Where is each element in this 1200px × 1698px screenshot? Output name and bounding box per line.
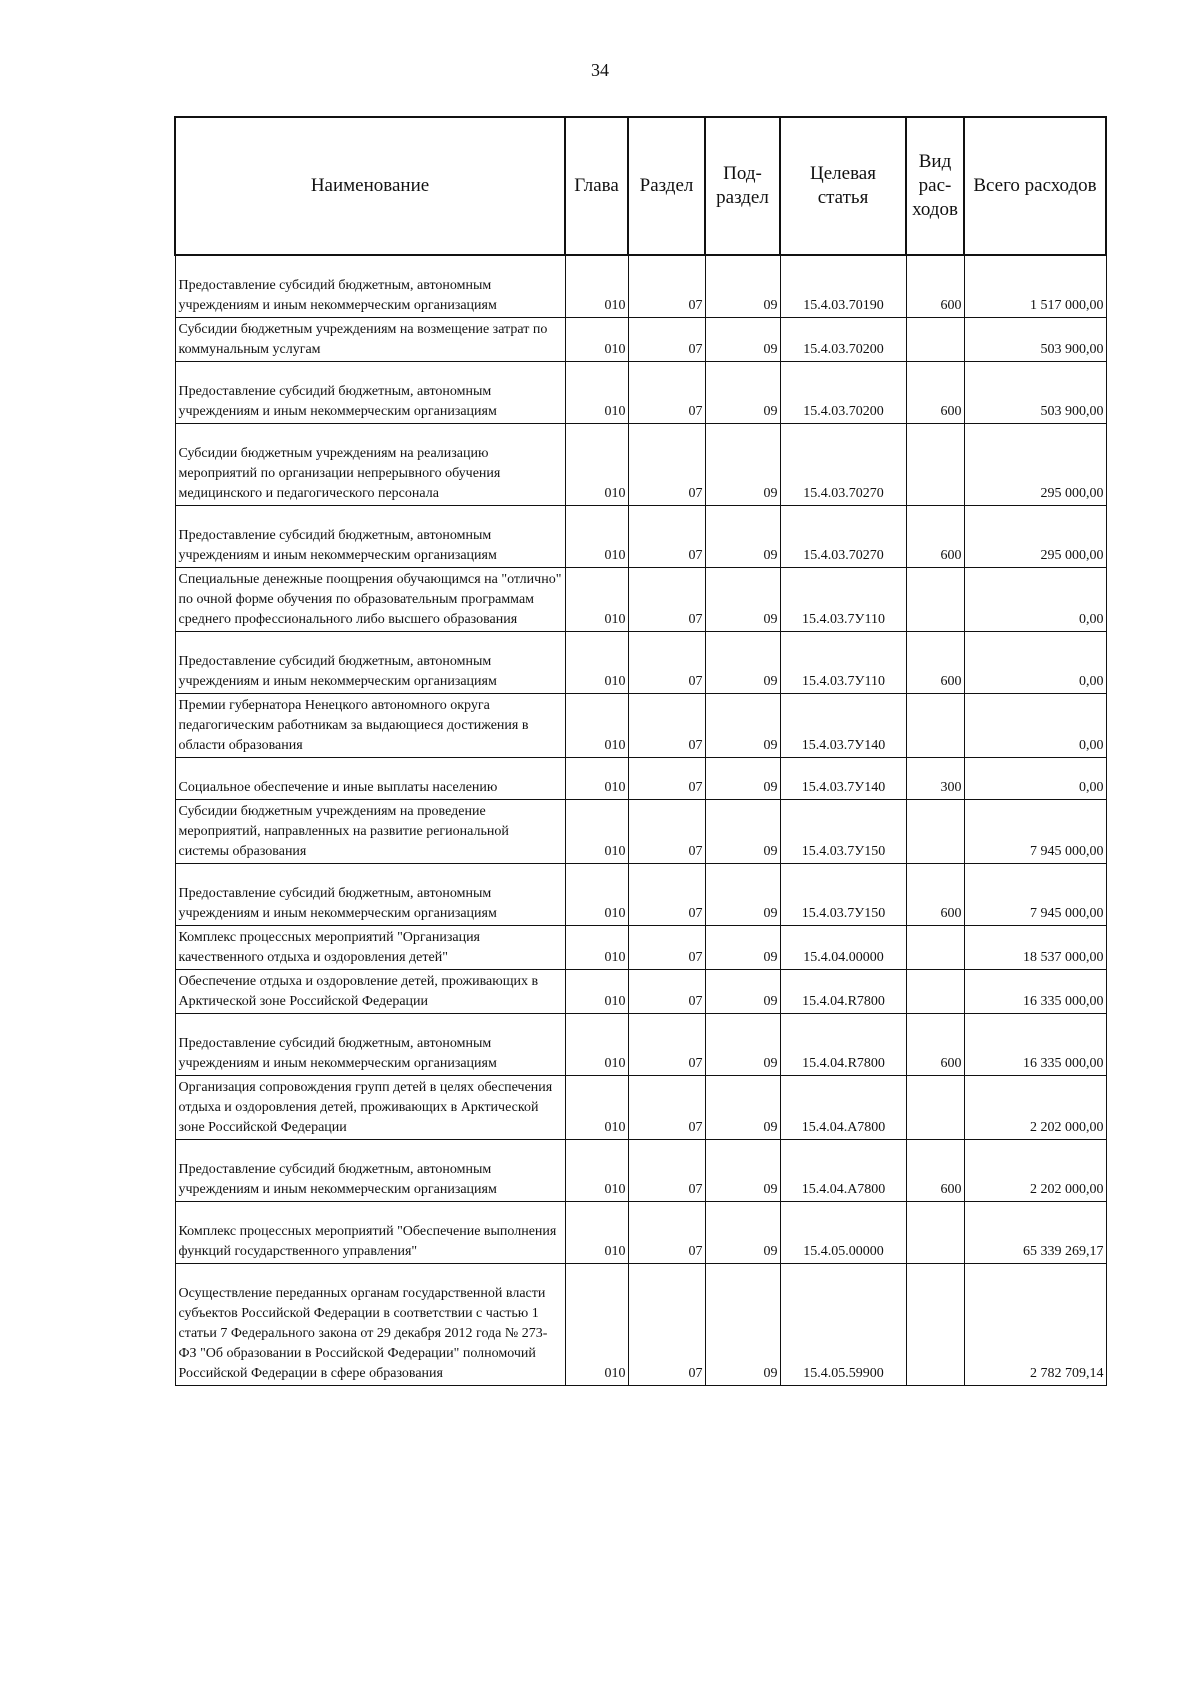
row-article-cell: 15.4.04.A7800 — [780, 1076, 906, 1140]
row-kind-cell: 600 — [906, 1014, 964, 1076]
row-article-cell: 15.4.03.70190 — [780, 255, 906, 318]
row-subsection-cell: 09 — [705, 800, 780, 864]
row-name-cell: Премии губернатора Ненецкого автономного округа педагогическим работникам за выдающиеся достижения в области образования — [175, 694, 565, 758]
table-row — [175, 1202, 1106, 1264]
row-kind-cell — [906, 926, 964, 970]
row-article-cell: 15.4.03.7У150 — [780, 864, 906, 926]
table-row — [175, 1140, 1106, 1202]
row-subsection-cell: 09 — [705, 506, 780, 568]
row-chapter-cell: 010 — [565, 864, 628, 926]
header-subsection: Под- раздел — [705, 117, 780, 255]
row-kind-cell: 600 — [906, 632, 964, 694]
row-name-cell: Предоставление субсидий бюджетным, автономным учреждениям и иным некоммерческим организациям — [175, 864, 565, 926]
row-kind-cell — [906, 970, 964, 1014]
row-section-cell: 07 — [628, 1076, 705, 1140]
row-name-cell: Субсидии бюджетным учреждениям на возмещение затрат по коммунальным услугам — [175, 318, 565, 362]
row-section-cell: 07 — [628, 1014, 705, 1076]
row-name-cell: Предоставление субсидий бюджетным, автономным учреждениям и иным некоммерческим организациям — [175, 632, 565, 694]
row-subsection-cell: 09 — [705, 424, 780, 506]
row-total-cell: 7 945 000,00 — [964, 800, 1106, 864]
table-row — [175, 255, 1106, 318]
row-name-cell: Предоставление субсидий бюджетным, автономным учреждениям и иным некоммерческим организациям — [175, 255, 565, 318]
budget-table — [174, 116, 1107, 1386]
row-article-cell: 15.4.03.70200 — [780, 318, 906, 362]
row-subsection-cell: 09 — [705, 926, 780, 970]
row-section-cell: 07 — [628, 424, 705, 506]
row-kind-cell — [906, 568, 964, 632]
row-kind-cell: 600 — [906, 506, 964, 568]
row-article-cell: 15.4.04.R7800 — [780, 970, 906, 1014]
row-name-cell: Субсидии бюджетным учреждениям на проведение мероприятий, направленных на развитие региональной системы образования — [175, 800, 565, 864]
row-name-cell: Предоставление субсидий бюджетным, автономным учреждениям и иным некоммерческим организациям — [175, 506, 565, 568]
row-total-cell: 2 202 000,00 — [964, 1076, 1106, 1140]
row-chapter-cell: 010 — [565, 758, 628, 800]
row-total-cell: 0,00 — [964, 758, 1106, 800]
row-total-cell: 503 900,00 — [964, 318, 1106, 362]
row-subsection-cell: 09 — [705, 1264, 780, 1386]
row-kind-cell — [906, 1264, 964, 1386]
table-row — [175, 362, 1106, 424]
row-section-cell: 07 — [628, 758, 705, 800]
row-name-cell: Социальное обеспечение и иные выплаты населению — [175, 758, 565, 800]
row-total-cell: 7 945 000,00 — [964, 864, 1106, 926]
table-row — [175, 926, 1106, 970]
row-subsection-cell: 09 — [705, 362, 780, 424]
row-article-cell: 15.4.03.70200 — [780, 362, 906, 424]
table-row — [175, 506, 1106, 568]
row-kind-cell: 600 — [906, 864, 964, 926]
row-chapter-cell: 010 — [565, 926, 628, 970]
row-name-cell: Субсидии бюджетным учреждениям на реализацию мероприятий по организации непрерывного обучения медицинского и педагогического персонала — [175, 424, 565, 506]
row-total-cell: 0,00 — [964, 568, 1106, 632]
row-total-cell: 16 335 000,00 — [964, 1014, 1106, 1076]
row-total-cell: 503 900,00 — [964, 362, 1106, 424]
header-name: Наименование — [175, 117, 565, 255]
row-chapter-cell: 010 — [565, 318, 628, 362]
row-section-cell: 07 — [628, 568, 705, 632]
row-name-cell: Организация сопровождения групп детей в целях обеспечения отдыха и оздоровления детей, проживающих в Арктической зоне Российской Федерации — [175, 1076, 565, 1140]
row-kind-cell — [906, 694, 964, 758]
row-chapter-cell: 010 — [565, 255, 628, 318]
row-total-cell: 65 339 269,17 — [964, 1202, 1106, 1264]
row-chapter-cell: 010 — [565, 1202, 628, 1264]
page-number: 34 — [591, 60, 609, 80]
header-kind: Вид рас- ходов — [906, 117, 964, 255]
header-article: Целевая статья — [780, 117, 906, 255]
table-row — [175, 970, 1106, 1014]
row-name-cell: Обеспечение отдыха и оздоровление детей, проживающих в Арктической зоне Российской Федерации — [175, 970, 565, 1014]
row-kind-cell: 600 — [906, 255, 964, 318]
table-row — [175, 318, 1106, 362]
row-subsection-cell: 09 — [705, 1202, 780, 1264]
row-article-cell: 15.4.03.7У140 — [780, 694, 906, 758]
row-section-cell: 07 — [628, 800, 705, 864]
row-subsection-cell: 09 — [705, 1014, 780, 1076]
row-kind-cell: 300 — [906, 758, 964, 800]
row-subsection-cell: 09 — [705, 1140, 780, 1202]
row-chapter-cell: 010 — [565, 970, 628, 1014]
row-article-cell: 15.4.05.00000 — [780, 1202, 906, 1264]
table-row — [175, 864, 1106, 926]
row-section-cell: 07 — [628, 1264, 705, 1386]
row-chapter-cell: 010 — [565, 1076, 628, 1140]
table-row — [175, 694, 1106, 758]
header-total: Всего расходов — [964, 117, 1106, 255]
row-subsection-cell: 09 — [705, 758, 780, 800]
row-chapter-cell: 010 — [565, 568, 628, 632]
row-section-cell: 07 — [628, 970, 705, 1014]
table-row — [175, 1264, 1106, 1386]
row-section-cell: 07 — [628, 362, 705, 424]
row-kind-cell — [906, 1202, 964, 1264]
row-total-cell: 1 517 000,00 — [964, 255, 1106, 318]
row-subsection-cell: 09 — [705, 568, 780, 632]
row-subsection-cell: 09 — [705, 1076, 780, 1140]
table-row — [175, 424, 1106, 506]
row-total-cell: 18 537 000,00 — [964, 926, 1106, 970]
row-chapter-cell: 010 — [565, 362, 628, 424]
row-subsection-cell: 09 — [705, 255, 780, 318]
row-subsection-cell: 09 — [705, 318, 780, 362]
row-chapter-cell: 010 — [565, 800, 628, 864]
row-total-cell: 2 782 709,14 — [964, 1264, 1106, 1386]
row-chapter-cell: 010 — [565, 1264, 628, 1386]
row-section-cell: 07 — [628, 1140, 705, 1202]
row-article-cell: 15.4.04.A7800 — [780, 1140, 906, 1202]
table-row — [175, 568, 1106, 632]
row-article-cell: 15.4.04.00000 — [780, 926, 906, 970]
row-article-cell: 15.4.03.70270 — [780, 424, 906, 506]
row-name-cell: Комплекс процессных мероприятий "Обеспечение выполнения функций государственного управления" — [175, 1202, 565, 1264]
row-section-cell: 07 — [628, 694, 705, 758]
row-article-cell: 15.4.03.70270 — [780, 506, 906, 568]
table-row — [175, 1076, 1106, 1140]
row-article-cell: 15.4.03.7У140 — [780, 758, 906, 800]
row-total-cell: 0,00 — [964, 694, 1106, 758]
row-subsection-cell: 09 — [705, 864, 780, 926]
row-subsection-cell: 09 — [705, 632, 780, 694]
row-chapter-cell: 010 — [565, 694, 628, 758]
table-row — [175, 1014, 1106, 1076]
row-chapter-cell: 010 — [565, 506, 628, 568]
row-section-cell: 07 — [628, 1202, 705, 1264]
row-article-cell: 15.4.03.7У150 — [780, 800, 906, 864]
row-chapter-cell: 010 — [565, 632, 628, 694]
row-total-cell: 295 000,00 — [964, 424, 1106, 506]
table-row — [175, 632, 1106, 694]
row-section-cell: 07 — [628, 506, 705, 568]
row-article-cell: 15.4.04.R7800 — [780, 1014, 906, 1076]
row-kind-cell — [906, 318, 964, 362]
row-kind-cell — [906, 424, 964, 506]
row-name-cell: Специальные денежные поощрения обучающимся на "отлично" по очной форме обучения по образовательным программам среднего профессионального либо высшего образования — [175, 568, 565, 632]
row-subsection-cell: 09 — [705, 970, 780, 1014]
row-section-cell: 07 — [628, 255, 705, 318]
row-kind-cell — [906, 800, 964, 864]
table-row — [175, 800, 1106, 864]
row-chapter-cell: 010 — [565, 1140, 628, 1202]
row-total-cell: 16 335 000,00 — [964, 970, 1106, 1014]
row-subsection-cell: 09 — [705, 694, 780, 758]
row-name-cell: Комплекс процессных мероприятий "Организация качественного отдыха и оздоровления детей" — [175, 926, 565, 970]
table-row — [175, 758, 1106, 800]
row-section-cell: 07 — [628, 318, 705, 362]
row-name-cell: Предоставление субсидий бюджетным, автономным учреждениям и иным некоммерческим организациям — [175, 362, 565, 424]
row-article-cell: 15.4.03.7У110 — [780, 568, 906, 632]
row-total-cell: 295 000,00 — [964, 506, 1106, 568]
row-section-cell: 07 — [628, 926, 705, 970]
row-name-cell: Предоставление субсидий бюджетным, автономным учреждениям и иным некоммерческим организациям — [175, 1140, 565, 1202]
row-total-cell: 2 202 000,00 — [964, 1140, 1106, 1202]
header-section: Раздел — [628, 117, 705, 255]
row-article-cell: 15.4.03.7У110 — [780, 632, 906, 694]
row-kind-cell — [906, 1076, 964, 1140]
row-section-cell: 07 — [628, 632, 705, 694]
row-chapter-cell: 010 — [565, 1014, 628, 1076]
table-body — [175, 255, 1106, 1386]
row-name-cell: Предоставление субсидий бюджетным, автономным учреждениям и иным некоммерческим организациям — [175, 1014, 565, 1076]
row-section-cell: 07 — [628, 864, 705, 926]
row-name-cell: Осуществление переданных органам государственной власти субъектов Российской Федерации в соответствии с частью 1 статьи 7 Федерального закона от 29 декабря 2012 года № 273-ФЗ "Об образовании в Российской Федерации" полномочий Российской Федерации в сфере образования — [175, 1264, 565, 1386]
row-chapter-cell: 010 — [565, 424, 628, 506]
row-article-cell: 15.4.05.59900 — [780, 1264, 906, 1386]
header-chapter: Глава — [565, 117, 628, 255]
row-total-cell: 0,00 — [964, 632, 1106, 694]
table-header — [175, 117, 1106, 255]
row-kind-cell: 600 — [906, 1140, 964, 1202]
row-kind-cell: 600 — [906, 362, 964, 424]
